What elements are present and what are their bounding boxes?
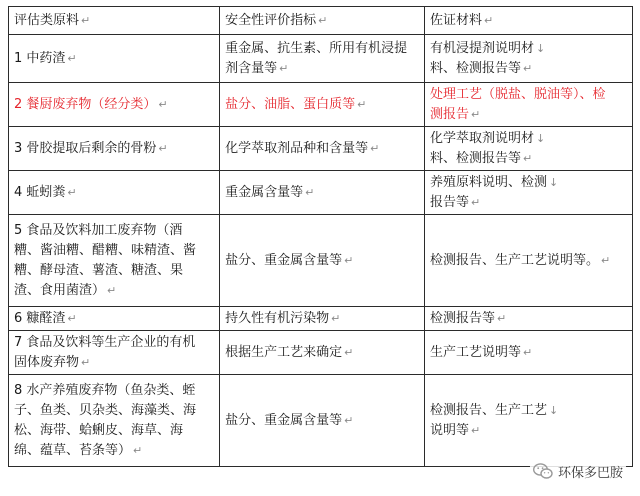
header-evidence	[424, 7, 632, 35]
indicators-cell-line	[225, 59, 420, 79]
paragraph-mark: ↵	[471, 423, 481, 437]
indicators-cell-text: 盐分、重金属含量等	[225, 412, 343, 428]
indicators-cell	[220, 375, 425, 467]
evidence-cell-line	[430, 105, 628, 125]
evidence-cell-text: 生产工艺说明等	[429, 344, 521, 360]
paragraph-mark: ↵	[344, 253, 354, 267]
paragraph-mark: ↵	[305, 185, 315, 199]
material-cell-line	[14, 381, 215, 401]
paragraph-mark: ↵	[523, 151, 533, 165]
material-cell	[9, 375, 220, 467]
evidence-cell-line	[430, 85, 628, 105]
paragraph-mark: ↵	[67, 311, 77, 325]
paragraph-mark: ↵	[497, 311, 507, 325]
indicators-cell	[220, 215, 425, 307]
evidence-cell	[424, 331, 632, 375]
material-cell	[9, 83, 220, 127]
evidence-cell-text: 养殖原料说明、检测	[429, 174, 547, 190]
material-cell-line	[14, 183, 215, 203]
paragraph-mark: ↓	[536, 131, 546, 145]
indicators-cell-text: 盐分、油脂、蛋白质等	[225, 96, 356, 112]
paragraph-mark: ↵	[107, 283, 117, 297]
indicators-cell-text: 根据生产工艺来确定	[225, 344, 343, 360]
evidence-cell-text: 处理工艺（脱盐、脱油等）、检	[429, 86, 606, 102]
evidence-cell-text: 料、检测报告等	[429, 60, 521, 76]
evidence-cell	[424, 215, 632, 307]
evidence-cell-line	[430, 343, 628, 363]
indicators-cell-line	[225, 251, 420, 271]
indicators-cell	[220, 35, 425, 83]
evidence-cell-line	[430, 129, 628, 149]
paragraph-mark: ↵	[67, 185, 77, 199]
material-cell	[9, 35, 220, 83]
table-row	[9, 127, 633, 171]
material-cell-text: 2 餐厨废弃物（经分类）	[14, 96, 157, 112]
evidence-cell-line	[430, 251, 628, 271]
paragraph-mark: ↵	[484, 13, 494, 27]
material-cell-text: 5 食品及饮料加工废弃物（酒	[14, 222, 183, 238]
evidence-cell-line	[430, 173, 628, 193]
wechat-icon	[533, 463, 553, 480]
indicators-cell	[220, 83, 425, 127]
material-cell-text: 渣、食用菌渣）	[14, 282, 106, 298]
header-material-text: 评估类原料	[14, 12, 80, 28]
indicators-cell-line	[225, 411, 420, 431]
evidence-cell-text: 料、检测报告等	[429, 150, 521, 166]
material-cell-text: 3 骨胶提取后剩余的骨粉	[14, 140, 157, 156]
evidence-cell-line	[430, 401, 628, 421]
header-indicators	[220, 7, 425, 35]
material-cell-line	[14, 281, 215, 301]
material-cell	[9, 171, 220, 215]
evidence-cell-text: 检测报告、生产工艺说明等。	[429, 252, 599, 268]
table-row	[9, 307, 633, 331]
indicators-cell-text: 化学萃取剂品种和含量等	[225, 140, 369, 156]
header-evidence-text: 佐证材料	[429, 12, 482, 28]
material-cell-line	[14, 221, 215, 241]
indicators-cell-text: 重金属、抗生素、所用有机浸提	[225, 40, 408, 56]
paragraph-mark: ↵	[471, 107, 481, 121]
paragraph-mark: ↵	[523, 345, 533, 359]
material-cell-text: 4 蚯蚓粪	[14, 184, 66, 200]
evidence-cell-line	[430, 59, 628, 79]
material-cell-line	[14, 421, 215, 441]
material-cell-text: 糟、酱油糟、醋糟、味精渣、酱	[14, 242, 197, 258]
table-row	[9, 215, 633, 307]
evidence-cell	[424, 35, 632, 83]
paragraph-mark: ↵	[279, 61, 289, 75]
material-cell-line	[14, 49, 215, 69]
indicators-cell	[220, 127, 425, 171]
material-cell	[9, 127, 220, 171]
paragraph-mark: ↵	[357, 97, 367, 111]
material-cell-text: 7 食品及饮料等生产企业的有机	[14, 334, 196, 350]
table-row	[9, 331, 633, 375]
material-cell	[9, 331, 220, 375]
indicators-cell-line	[225, 139, 420, 159]
indicators-cell-line	[225, 39, 420, 59]
evidence-cell	[424, 307, 632, 331]
material-cell-line	[14, 309, 215, 329]
indicators-cell-line	[225, 343, 420, 363]
material-cell	[9, 307, 220, 331]
evidence-cell-line	[430, 193, 628, 213]
indicators-cell-text: 盐分、重金属含量等	[225, 252, 343, 268]
evidence-cell	[424, 171, 632, 215]
paragraph-mark: ↵	[601, 253, 611, 267]
indicators-cell	[220, 171, 425, 215]
paragraph-mark: ↵	[81, 355, 91, 369]
indicators-cell-text: 重金属含量等	[225, 184, 304, 200]
evidence-cell-line	[430, 309, 628, 329]
material-cell-text: 1 中药渣	[14, 50, 66, 66]
paragraph-mark: ↵	[133, 443, 143, 457]
paragraph-mark: ↵	[158, 97, 168, 111]
material-cell-text: 6 糠醛渣	[14, 310, 66, 326]
material-cell-text: 松、海带、蛤蜊皮、海草、海	[14, 422, 184, 438]
evidence-cell	[424, 375, 632, 467]
evidence-cell-text: 有机浸提剂说明材	[429, 40, 534, 56]
evidence-cell-text: 报告等	[429, 194, 469, 210]
header-indicators-text: 安全性评价指标	[225, 12, 317, 28]
paragraph-mark: ↵	[370, 141, 380, 155]
paragraph-mark: ↵	[523, 61, 533, 75]
watermark	[530, 461, 626, 482]
material-cell-line	[14, 353, 215, 373]
material-cell-line	[14, 95, 215, 115]
evidence-cell-line	[430, 421, 628, 441]
indicators-cell	[220, 331, 425, 375]
material-cell-line	[14, 261, 215, 281]
paragraph-mark: ↵	[471, 195, 481, 209]
table-row	[9, 35, 633, 83]
paragraph-mark: ↵	[81, 13, 91, 27]
material-cell-text: 绵、蕴草、苔条等）	[14, 442, 132, 458]
watermark-text: 环保多巴胺	[557, 466, 623, 481]
paragraph-mark: ↵	[67, 51, 77, 65]
paragraph-mark: ↵	[158, 141, 168, 155]
material-cell-line	[14, 241, 215, 261]
material-cell-text: 8 水产养殖废弃物（鱼杂类、蛭	[14, 382, 196, 398]
paragraph-mark: ↵	[331, 311, 341, 325]
indicators-cell-text: 持久性有机污染物	[225, 310, 330, 326]
evidence-cell	[424, 83, 632, 127]
paragraph-mark: ↓	[549, 403, 559, 417]
material-cell-line	[14, 441, 215, 461]
paragraph-mark: ↓	[536, 41, 546, 55]
header-material	[9, 7, 220, 35]
material-cell-line	[14, 333, 215, 353]
evidence-cell	[424, 127, 632, 171]
evidence-cell-text: 检测报告、生产工艺	[429, 402, 547, 418]
evidence-cell-text: 检测报告等	[429, 310, 495, 326]
indicators-cell-line	[225, 183, 420, 203]
material-cell-text: 子、鱼类、贝杂类、海藻类、海	[14, 402, 197, 418]
material-cell-line	[14, 401, 215, 421]
evaluation-table	[8, 6, 633, 467]
table-row	[9, 171, 633, 215]
table-row	[9, 83, 633, 127]
paragraph-mark: ↓	[549, 175, 559, 189]
material-cell-text: 固体废弃物	[14, 354, 80, 370]
table-body	[9, 35, 633, 467]
evidence-cell-text: 测报告	[429, 106, 469, 122]
material-cell-text: 糟、酵母渣、薯渣、糖渣、果	[14, 262, 184, 278]
table-row	[9, 375, 633, 467]
table-header-row	[9, 7, 633, 35]
evidence-cell-text: 说明等	[429, 422, 469, 438]
evidence-cell-text: 化学萃取剂说明材	[429, 130, 534, 146]
indicators-cell-line	[225, 309, 420, 329]
indicators-cell-line	[225, 95, 420, 115]
indicators-cell-text: 剂含量等	[225, 60, 278, 76]
paragraph-mark: ↵	[344, 413, 354, 427]
evidence-cell-line	[430, 149, 628, 169]
evidence-cell-line	[430, 39, 628, 59]
paragraph-mark: ↵	[344, 345, 354, 359]
material-cell	[9, 215, 220, 307]
indicators-cell	[220, 307, 425, 331]
material-cell-line	[14, 139, 215, 159]
paragraph-mark: ↵	[318, 13, 328, 27]
